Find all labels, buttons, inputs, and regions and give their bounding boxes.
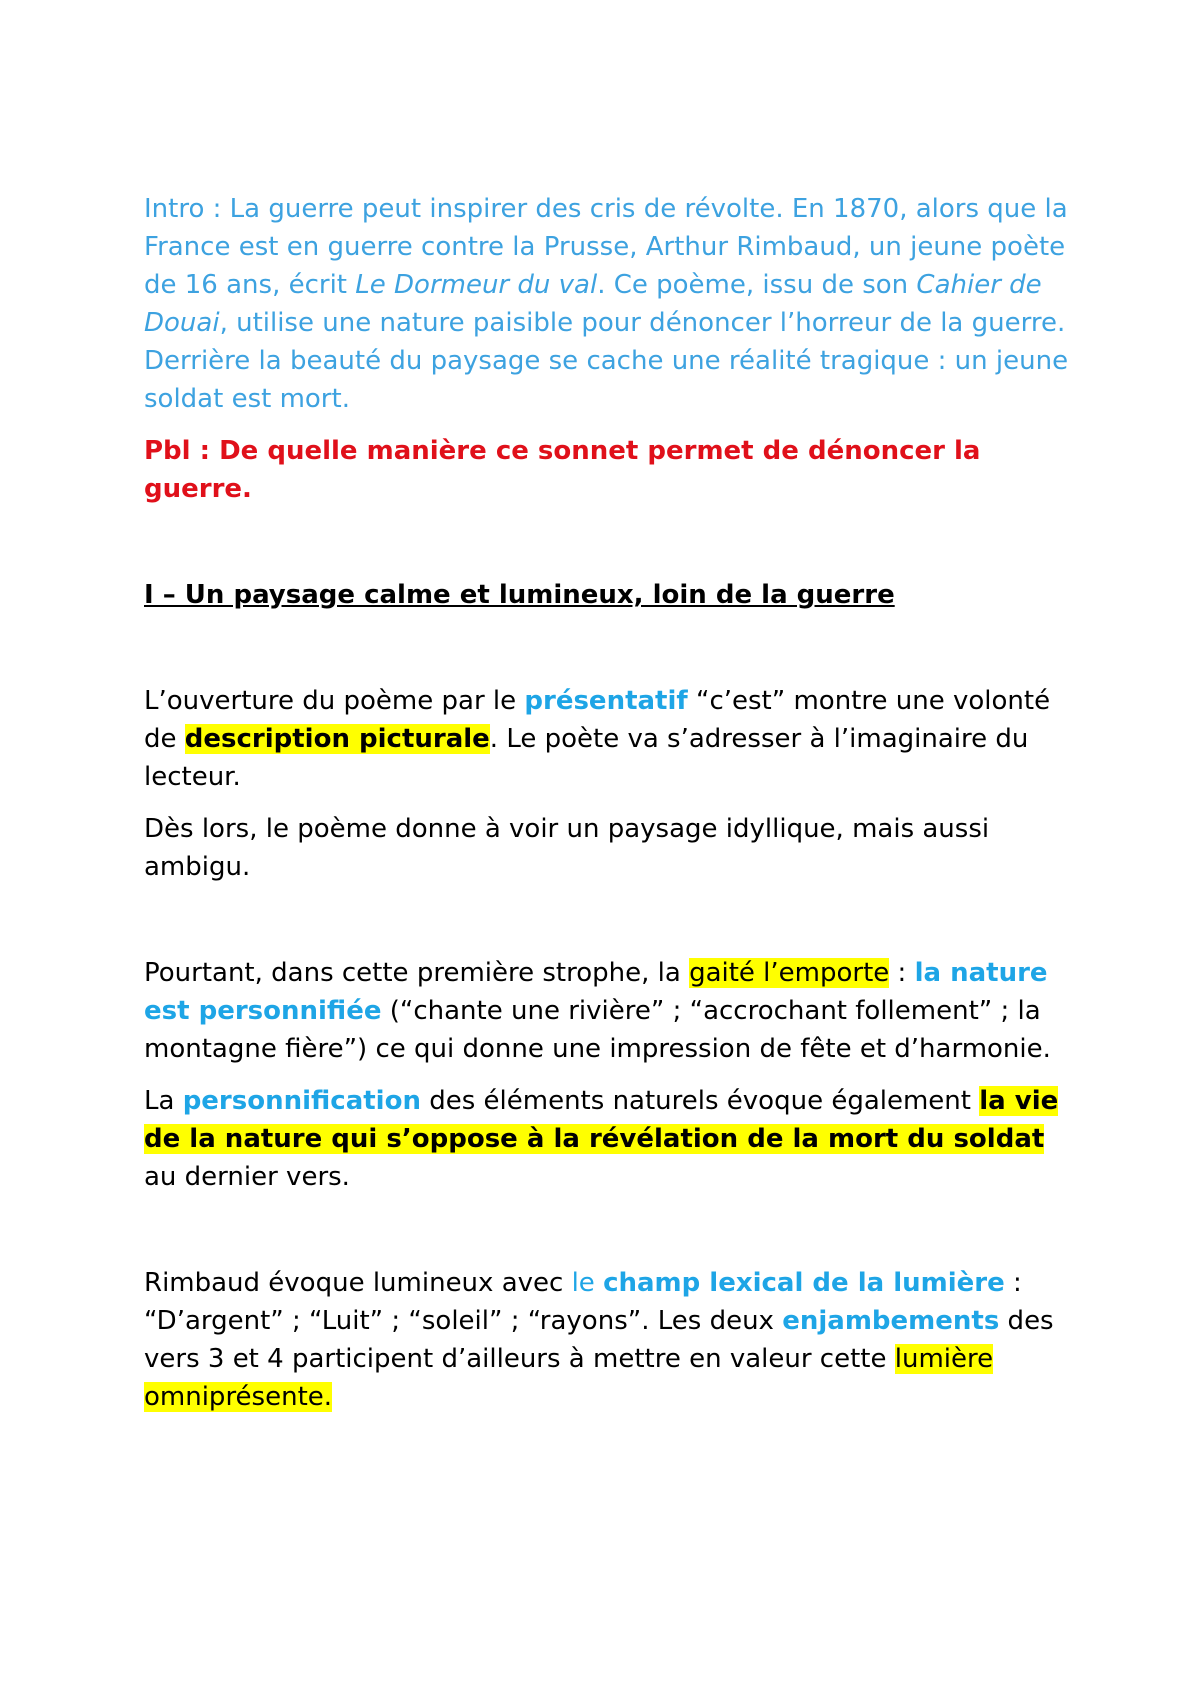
p1-text-b: “c’est” montre une volonté de: [144, 686, 1051, 754]
p5-text-c: des vers 3 et 4 participent d’ailleurs à mettre en valeur cette: [144, 1306, 1054, 1374]
p3-text-a: Pourtant, dans cette première strophe, la: [144, 958, 690, 988]
p5-text-b: : “D’argent” ; “Luit” ; “soleil” ; “rayons”. Les deux: [144, 1268, 1022, 1336]
paragraph-premiere-strophe: [144, 954, 1074, 1068]
keyword-personnification: personnification: [182, 1086, 421, 1116]
intro-title-cahier: Cahier de Douai: [144, 270, 1042, 338]
problematique: Pbl : De quelle manière ce sonnet permet de dénoncer la guerre.: [144, 436, 981, 504]
paragraph-ouverture: [144, 682, 1074, 796]
highlight-gaite: gaité l’emporte: [689, 958, 890, 988]
p4-text-c: au dernier vers.: [144, 1162, 350, 1192]
keyword-champ-lexical: champ lexical de la lumière: [603, 1268, 1005, 1298]
paragraph-paysage-idyllique: Dès lors, le poème donne à voir un paysage idyllique, mais aussi ambigu.: [144, 814, 990, 882]
p1-text-c: . Le poète va s’adresser à l’imaginaire du lecteur.: [144, 724, 1029, 792]
keyword-nature-personnifiee: la nature est personnifiée: [144, 958, 1048, 1026]
highlight-vie-nature: la vie de la nature qui s’oppose à la révélation de la mort du soldat: [144, 1086, 1059, 1154]
intro-title-dormeur: Le Dormeur du val: [355, 270, 598, 300]
highlight-description-picturale: description picturale: [184, 724, 490, 754]
keyword-presentatif: présentatif: [524, 686, 688, 716]
p4-text-b: des éléments naturels évoque également: [420, 1086, 980, 1116]
p5-text-a: Rimbaud évoque lumineux avec: [144, 1268, 572, 1298]
intro-paragraph: [144, 190, 1074, 418]
p3-text-c: (“chante une rivière” ; “accrochant follement” ; la montagne fière”) ce qui donne une impression de fête et d’harmonie.: [144, 996, 1051, 1064]
paragraph-personnification: [144, 1082, 1074, 1196]
keyword-enjambements: enjambements: [782, 1306, 1000, 1336]
p4-text-a: La: [144, 1086, 183, 1116]
paragraph-lumiere: [144, 1264, 1074, 1416]
document-page: [144, 190, 1074, 1416]
intro-text-3: , utilise une nature paisible pour dénoncer l’horreur de la guerre. Derrière la beauté du paysage se cache une réalité tragique : un jeune soldat est mort.: [144, 308, 1069, 414]
intro-text-1: Intro : La guerre peut inspirer des cris de révolte. En 1870, alors que la France est en guerre contre la Prusse, Arthur Rimbaud, un jeune poète de 16 ans, écrit: [144, 194, 1068, 300]
section-heading-1: I – Un paysage calme et lumineux, loin de la guerre: [144, 580, 895, 610]
keyword-le: le: [571, 1268, 604, 1298]
intro-text-2: . Ce poème, issu de son: [597, 270, 917, 300]
p3-text-b: :: [889, 958, 915, 988]
p1-text-a: L’ouverture du poème par le: [144, 686, 525, 716]
highlight-lumiere-omnipresente: lumière omniprésente.: [144, 1344, 994, 1412]
